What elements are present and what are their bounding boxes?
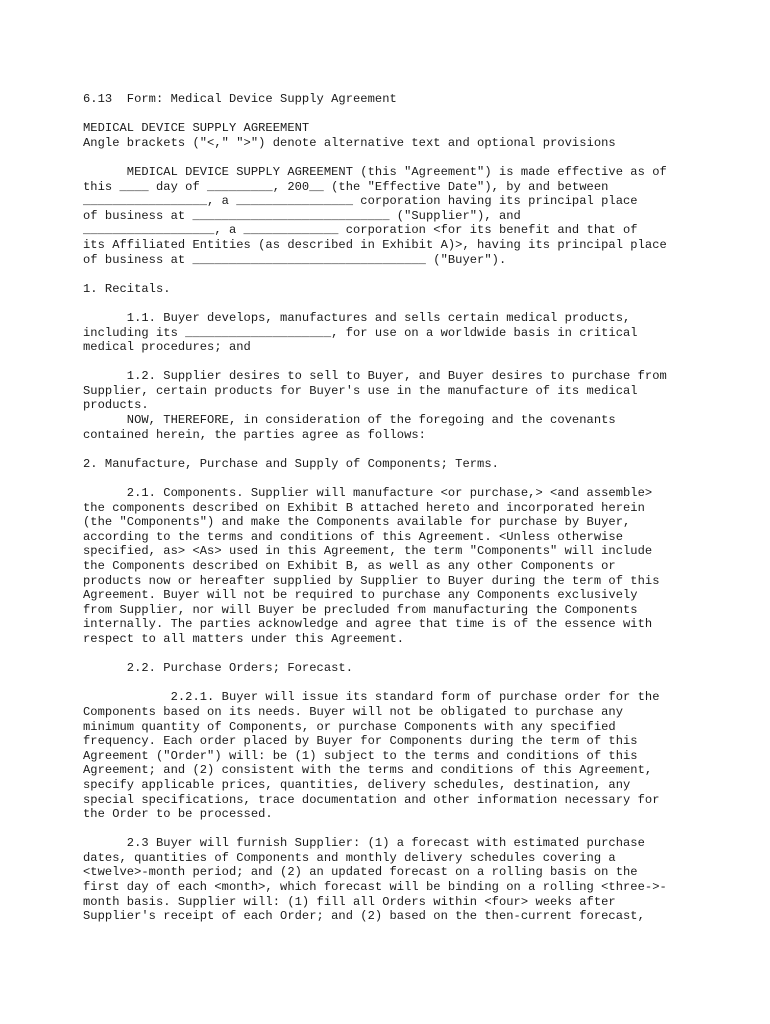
text-line: including its ____________________, for use on a worldwide basis in critical [83, 325, 638, 340]
paragraph [83, 836, 723, 924]
text-line: medical procedures; and [83, 340, 251, 355]
text-line: first day of each <month>, which forecast will be binding on a rolling <three->- [83, 880, 667, 895]
text-line: 2.1. Components. Supplier will manufacture <or purchase,> <and assemble> [83, 486, 653, 501]
blank-line [83, 267, 723, 282]
blank-line [83, 676, 723, 691]
paragraph [83, 486, 723, 647]
text-line: contained herein, the parties agree as follows: [83, 427, 426, 442]
text-line: special specifications, trace documentation and other information necessary for [83, 792, 660, 807]
text-line: <twelve>-month period; and (2) an updated forecast on a rolling basis on the [83, 865, 638, 880]
text-line: of business at ________________________________ ("Buyer"). [83, 252, 507, 267]
text-line: respect to all matters under this Agreement. [83, 631, 405, 646]
blank-line [83, 442, 723, 457]
blank-line [83, 150, 723, 165]
text-line: the Components described on Exhibit B, as well as any other Components or [83, 559, 616, 573]
text-line: products now or hereafter supplied by Supplier to Buyer during the term of this [83, 573, 660, 588]
blank-line [83, 647, 723, 662]
text-line: according to the terms and conditions of this Agreement. <Unless otherwise [83, 529, 624, 544]
text-line: Agreement; and (2) consistent with the terms and conditions of this Agreement, [83, 763, 653, 778]
text-line: 2.3 Buyer will furnish Supplier: (1) a forecast with estimated purchase [83, 836, 645, 851]
paragraph [83, 661, 723, 676]
paragraph [83, 311, 723, 355]
text-line: of business at ___________________________ ("Supplier"), and [83, 208, 521, 223]
text-line: 1.1. Buyer develops, manufactures and sells certain medical products, [83, 310, 631, 325]
text-line: its Affiliated Entities (as described in Exhibit A)>, having its principal place [83, 237, 667, 252]
blank-line [83, 296, 723, 311]
text-line: the Order to be processed. [83, 807, 273, 822]
document-body [83, 92, 723, 924]
text-line: Agreement ("Order") will: be (1) subject to the terms and conditions of this [83, 748, 638, 763]
text-line: this ____ day of _________, 200__ (the "Effective Date"), by and between [83, 179, 609, 194]
text-line: 2.2. Purchase Orders; Forecast. [83, 661, 354, 676]
text-line: internally. The parties acknowledge and agree that time is of the essence with [83, 617, 653, 632]
text-line: MEDICAL DEVICE SUPPLY AGREEMENT (this "Agreement") is made effective as of [83, 164, 667, 179]
text-line: from Supplier, nor will Buyer be precluded from manufacturing the Components [83, 602, 638, 617]
paragraph [83, 165, 723, 267]
text-line: month basis. Supplier will: (1) fill all Orders within <four> weeks after [83, 894, 616, 909]
agreement-title: MEDICAL DEVICE SUPPLY AGREEMENT [83, 121, 310, 136]
text-line: Supplier's receipt of each Order; and (2) based on the then-current forecast, [83, 909, 645, 924]
text-line: 1. Recitals. [83, 281, 171, 296]
blank-line [83, 471, 723, 486]
agreement-text [83, 165, 723, 924]
paragraph [83, 282, 723, 297]
text-line: 2.2.1. Buyer will issue its standard form of purchase order for the [83, 690, 660, 705]
text-line: __________________, a _____________ corporation <for its benefit and that of [83, 223, 638, 238]
text-line: the components described on Exhibit B attached hereto and incorporated herein [83, 500, 645, 515]
paragraph [83, 457, 723, 472]
text-line: minimum quantity of Components, or purchase Components with any specified [83, 719, 616, 734]
blank-line [83, 107, 723, 122]
text-line: frequency. Each order placed by Buyer for Components during the term of this [83, 734, 638, 749]
paragraph [83, 369, 723, 442]
text-line: specify applicable prices, quantities, delivery schedules, destination, any [83, 777, 631, 792]
agreement-subtitle: Angle brackets ("<," ">") denote alternative text and optional provisions [83, 135, 616, 150]
blank-line [83, 822, 723, 837]
section-heading: 6.13 Form: Medical Device Supply Agreement [83, 92, 397, 106]
text-line: (the "Components") and make the Components available for purchase by Buyer, [83, 515, 631, 530]
text-line: Components based on its needs. Buyer will not be obligated to purchase any [83, 704, 624, 719]
blank-line [83, 355, 723, 370]
text-line: 1.2. Supplier desires to sell to Buyer, and Buyer desires to purchase from [83, 369, 667, 384]
text-line: 2. Manufacture, Purchase and Supply of Components; Terms. [83, 456, 499, 471]
text-line: specified, as> <As> used in this Agreement, the term "Components" will include [83, 544, 653, 559]
text-line: NOW, THEREFORE, in consideration of the foregoing and the covenants [83, 413, 616, 428]
text-line: Supplier, certain products for Buyer's use in the manufacture of its medical [83, 383, 638, 398]
text-line: Agreement. Buyer will not be required to purchase any Components exclusively [83, 588, 638, 603]
text-line: products. [83, 398, 149, 413]
text-line: dates, quantities of Components and monthly delivery schedules covering a [83, 850, 616, 865]
paragraph [83, 690, 723, 821]
text-line: _________________, a ________________ corporation having its principal place [83, 194, 638, 209]
